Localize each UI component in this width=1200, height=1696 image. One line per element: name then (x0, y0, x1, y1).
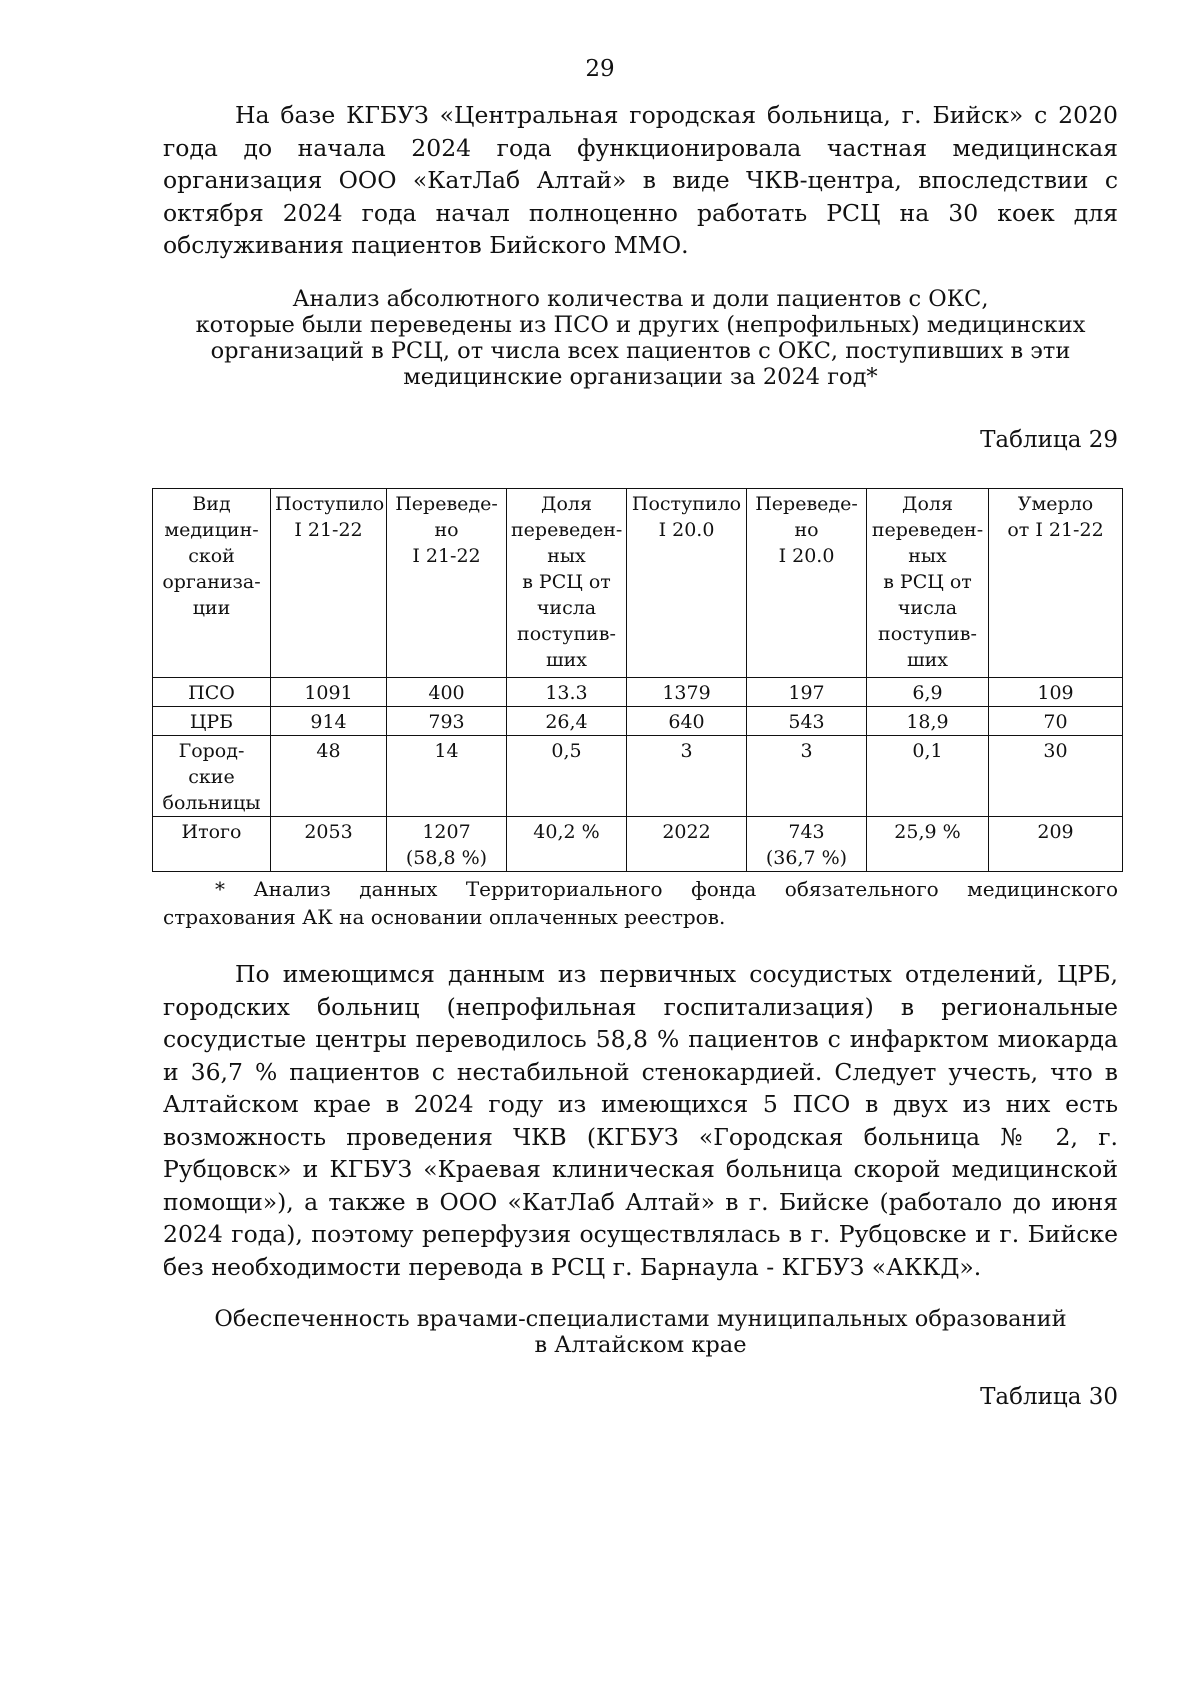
table-cell: 25,9 % (867, 817, 989, 872)
table-cell: 743 (36,7 %) (747, 817, 867, 872)
table-cell: 0,1 (867, 736, 989, 817)
table-row (153, 678, 1123, 707)
table-29 (152, 488, 1123, 872)
table-row (153, 707, 1123, 736)
table-cell: 3 (627, 736, 747, 817)
table-cell: 400 (387, 678, 507, 707)
table-30-heading-line: Обеспеченность врачами-специалистами муниципальных образований (214, 1306, 1067, 1332)
column-header: Переведе- но I 21-22 (387, 489, 507, 678)
table-29-heading-line: Анализ абсолютного количества и доли пациентов с ОКС, (292, 286, 989, 312)
table-cell: 640 (627, 707, 747, 736)
table-cell: 2022 (627, 817, 747, 872)
table-cell: 30 (989, 736, 1123, 817)
table-cell: 6,9 (867, 678, 989, 707)
table-cell: ЦРБ (153, 707, 271, 736)
table-cell: 209 (989, 817, 1123, 872)
table-cell: 197 (747, 678, 867, 707)
table-30-heading-line: в Алтайском крае (534, 1332, 747, 1358)
table-29-heading-line: которые были переведены из ПСО и других (непрофильных) медицинских (195, 312, 1086, 338)
page-number: 29 (585, 56, 615, 82)
table-30-caption: Таблица 30 (980, 1384, 1118, 1410)
table-cell: 0,5 (507, 736, 627, 817)
table-cell: 1091 (271, 678, 387, 707)
table-cell: 109 (989, 678, 1123, 707)
column-header: Доля переведен- ных в РСЦ от числа поступив- ших (507, 489, 627, 678)
paragraph-intro: На базе КГБУЗ «Центральная городская больница, г. Бийск» с 2020 года до начала 2024 года функционировала частная медицинская организация ООО «КатЛаб Алтай» в виде ЧКВ-центра, впоследствии с октября 2024 года начал полноценно работать РСЦ на 30 коек для обслуживания пациентов Бийского ММО. (163, 101, 1118, 259)
table-cell: 1379 (627, 678, 747, 707)
table-header-row (153, 489, 1123, 678)
table-cell: 14 (387, 736, 507, 817)
table-cell: 1207 (58,8 %) (387, 817, 507, 872)
table-cell: 40,2 % (507, 817, 627, 872)
table-cell: 26,4 (507, 707, 627, 736)
table-cell: 543 (747, 707, 867, 736)
column-header: Вид медицин- ской организа- ции (153, 489, 271, 678)
table-30-heading (163, 1306, 1118, 1358)
table-cell: ПСО (153, 678, 271, 707)
table-cell: 48 (271, 736, 387, 817)
table-29-heading-line: медицинские организации за 2024 год* (403, 364, 878, 390)
table-cell: Город- ские больницы (153, 736, 271, 817)
column-header: Поступило I 20.0 (627, 489, 747, 678)
table-row (153, 736, 1123, 817)
footnote-line: страхования АК на основании оплаченных реестров. (163, 905, 726, 929)
footnote-line: * Анализ данных Территориального фонда обязательного медицинского (215, 877, 1118, 901)
column-header: Умерло от I 21-22 (989, 489, 1123, 678)
table-cell: 914 (271, 707, 387, 736)
table-row-total (153, 817, 1123, 872)
column-header: Поступило I 21-22 (271, 489, 387, 678)
table-cell: 13.3 (507, 678, 627, 707)
column-header: Доля переведен- ных в РСЦ от числа поступив- ших (867, 489, 989, 678)
table-cell: 2053 (271, 817, 387, 872)
table-cell: 18,9 (867, 707, 989, 736)
table-cell: 3 (747, 736, 867, 817)
paragraph-analysis: По имеющимся данным из первичных сосудистых отделений, ЦРБ, городских больниц (непрофильная госпитализация) в региональные сосудистые центры переводилось 58,8 % пациентов с инфарктом миокарда и 36,7 % пациентов с нестабильной стенокардией. Следует учесть, что в Алтайском крае в 2024 году из имеющихся 5 ПСО в двух из них есть возможность проведения ЧКВ (КГБУЗ «Городская больница № 2, г. Рубцовск» и КГБУЗ «Краевая клиническая больница скорой медицинской помощи»), а также в ООО «КатЛаб Алтай» в г. Бийске (работало до июня 2024 года), поэтому реперфузия осуществлялась в г. Рубцовске и г. Бийске без необходимости перевода в РСЦ г. Барнаула - КГБУЗ «АККД». (163, 960, 1118, 1281)
column-header: Переведе- но I 20.0 (747, 489, 867, 678)
table-29-heading (163, 286, 1118, 390)
table-29-heading-line: организаций в РСЦ, от числа всех пациентов с ОКС, поступивших в эти (210, 338, 1071, 364)
table-cell: Итого (153, 817, 271, 872)
table-29-caption: Таблица 29 (980, 427, 1118, 453)
table-29-footnote (163, 875, 1118, 931)
table-cell: 70 (989, 707, 1123, 736)
table-cell: 793 (387, 707, 507, 736)
